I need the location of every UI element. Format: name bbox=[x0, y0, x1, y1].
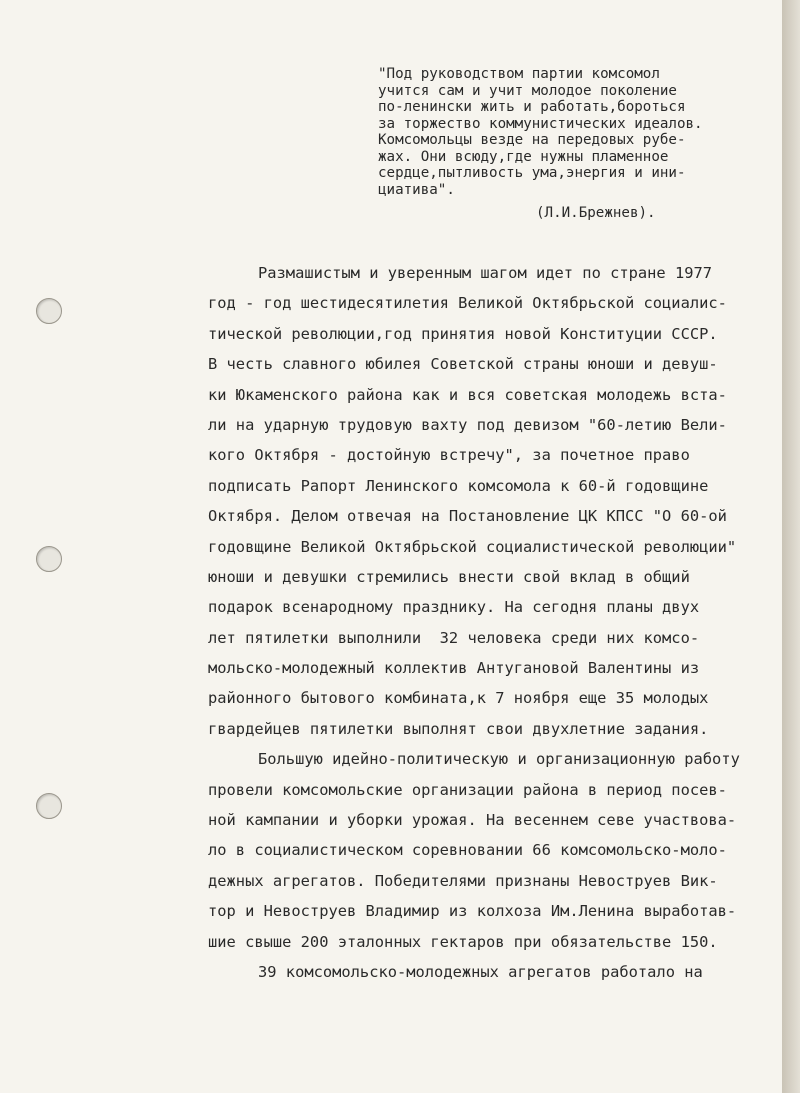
epigraph-line: учится сам и учит молодое поколение bbox=[378, 82, 677, 99]
body-line: В честь славного юбилея Советской страны юноши и девуш- bbox=[208, 355, 718, 374]
body-line: ной кампании и уборки урожая. На весеннем севе участвова- bbox=[208, 811, 737, 830]
body-line: ло в социалистическом соревновании 66 комсомольско-моло- bbox=[208, 841, 727, 860]
page-edge bbox=[782, 0, 800, 1093]
epigraph-quote bbox=[378, 66, 703, 198]
body-text bbox=[0, 258, 782, 987]
epigraph-line: "Под руководством партии комсомол bbox=[378, 66, 660, 82]
body-line: юноши и девушки стремились внести свой вклад в общий bbox=[208, 567, 690, 586]
body-line: районного бытового комбината,к 7 ноября еще 35 молодых bbox=[208, 689, 709, 708]
epigraph-line: сердце,пытливость ума,энергия и ини- bbox=[378, 165, 686, 181]
body-line: Размашистым и уверенным шагом идет по стране 1977 bbox=[258, 264, 713, 282]
body-line: 39 комсомольско-молодежных агрегатов работало на bbox=[258, 962, 703, 981]
body-line: тор и Невоструев Владимир из колхоза Им.Ленина выработав- bbox=[208, 902, 737, 921]
body-line: ли на ударную трудовую вахту под девизом "60-летию Вели- bbox=[208, 415, 727, 434]
epigraph-line: жах. Они всюду,где нужны пламенное bbox=[378, 148, 669, 165]
body-line: шие свыше 200 эталонных гектаров при обязательстве 150. bbox=[208, 932, 718, 951]
epigraph-line: Комсомольцы везде на передовых рубе- bbox=[378, 132, 686, 148]
body-line: подписать Рапорт Ленинского комсомола к 60-й годовщине bbox=[208, 476, 709, 495]
epigraph-attribution: (Л.И.Брежнев). bbox=[536, 205, 656, 221]
body-line: мольско-молодежный коллектив Антугановой Валентины из bbox=[208, 659, 700, 678]
body-line: гвардейцев пятилетки выполнят свои двухлетние задания. bbox=[208, 719, 709, 738]
epigraph-line: циатива". bbox=[378, 181, 455, 198]
epigraph-line: за торжество коммунистических идеалов. bbox=[378, 115, 703, 132]
body-line: ки Юкаменского района как и вся советская молодежь вста- bbox=[208, 385, 727, 404]
body-line: Большую идейно-политическую и организационную работу bbox=[258, 750, 740, 769]
body-line: годовщине Великой Октябрьской социалистической революции" bbox=[208, 537, 737, 556]
epigraph-line: по-ленински жить и работать,бороться bbox=[378, 99, 686, 115]
body-line: лет пятилетки выполнили 32 человека среди них комсо- bbox=[208, 628, 700, 647]
body-line: подарок всенародному празднику. На сегодня планы двух bbox=[208, 598, 700, 617]
body-line: провели комсомольские организации района в период посев- bbox=[208, 780, 727, 799]
body-line: Октября. Делом отвечая на Постановление ЦК КПСС "О 60-ой bbox=[208, 507, 727, 526]
body-line: год - год шестидесятилетия Великой Октябрьской социалис- bbox=[208, 294, 727, 313]
body-line: кого Октября - достойную встречу", за почетное право bbox=[208, 446, 690, 465]
body-line: дежных агрегатов. Победителями признаны Невоструев Вик- bbox=[208, 871, 718, 890]
body-line: тической революции,год принятия новой Конституции СССР. bbox=[208, 324, 718, 343]
